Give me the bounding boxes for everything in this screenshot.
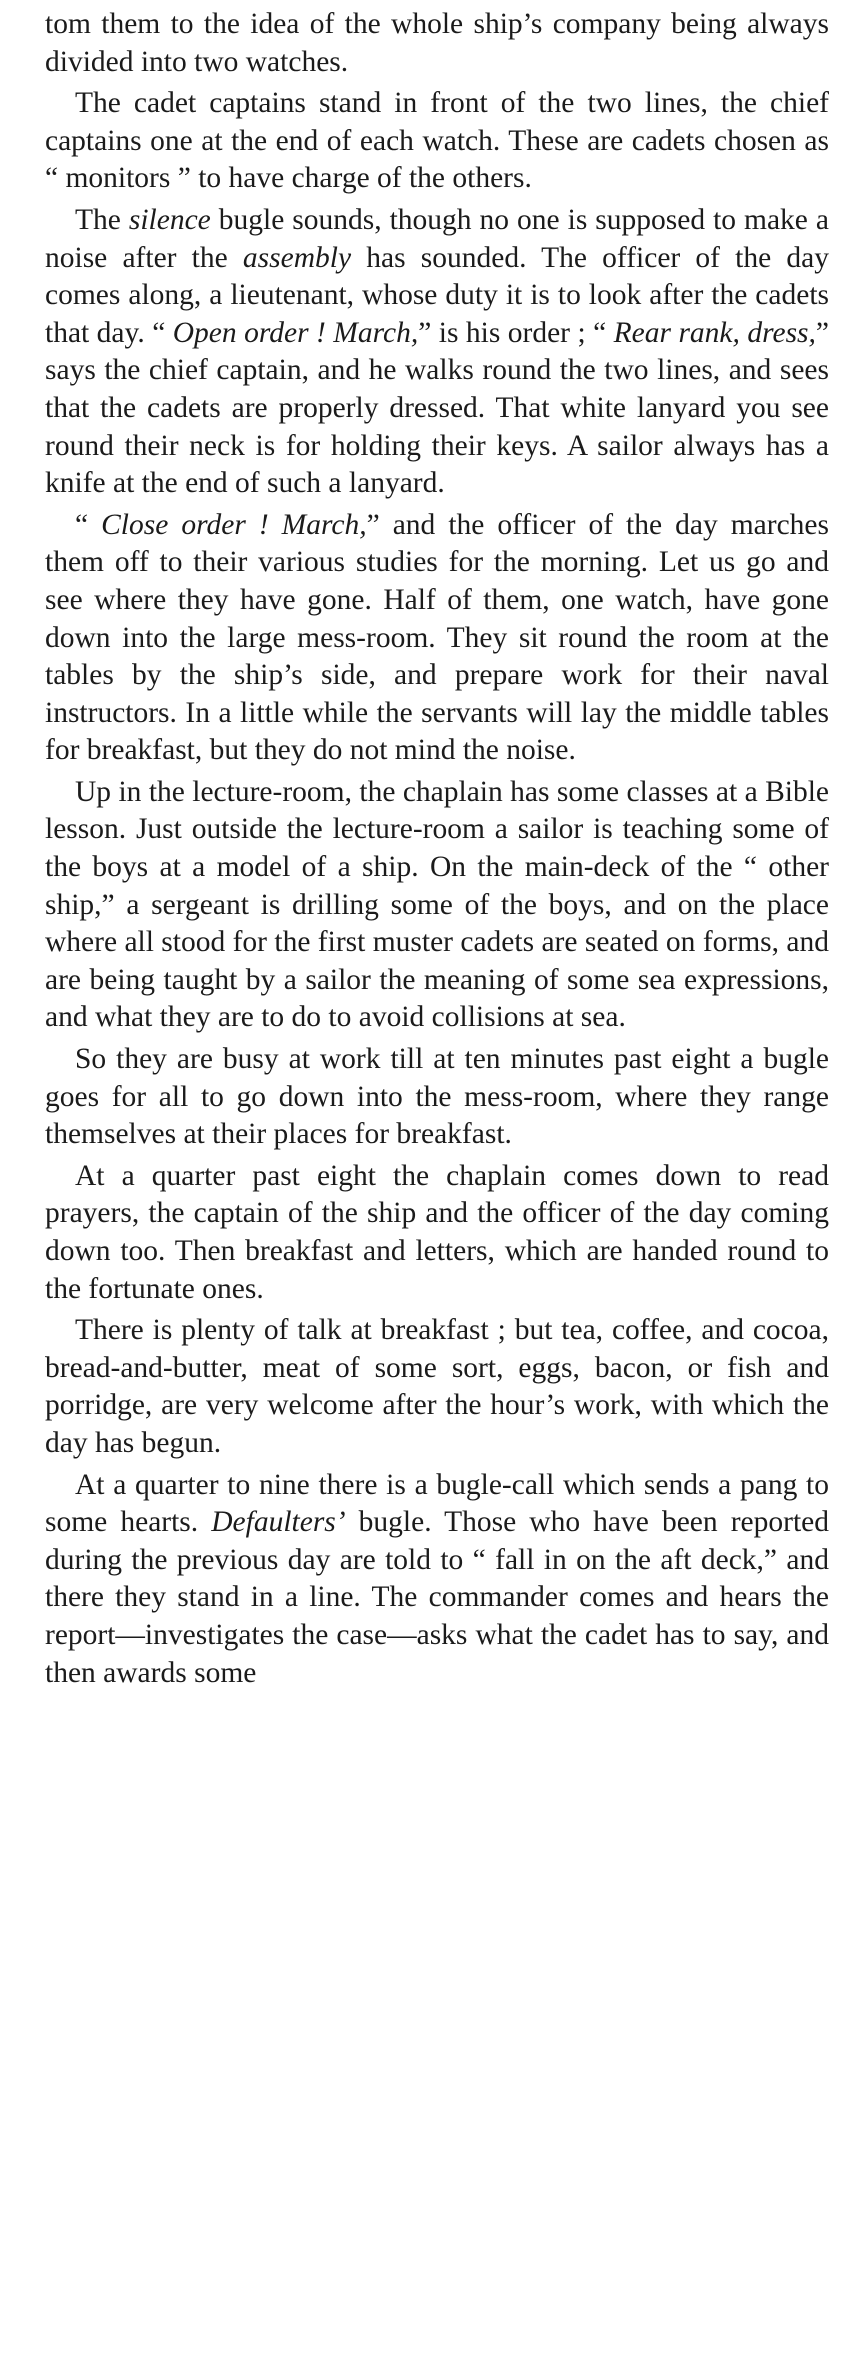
- italic-text-segment: silence: [128, 203, 211, 236]
- text-segment: has sounded. The officer of the day comes along, a lieutenant, whose duty it is to look after the cadets that day. “: [45, 241, 829, 349]
- text-segment: bugle sounds, though no one is supposed to make a noise after the: [45, 203, 829, 274]
- text-segment: There is plenty of talk at breakfast ; but tea, coffee, and cocoa, bread-and-butter, meat of some sort, eggs, bacon, or fish and porridge, are very welcome after the hour’s work, with which the day has begun.: [45, 1314, 829, 1459]
- book-page: [45, 6, 829, 1692]
- italic-text-segment: Rear rank, dress,: [613, 316, 816, 349]
- paragraph-8: [45, 1312, 829, 1462]
- italic-text-segment: Open order ! March,: [172, 316, 419, 349]
- text-segment: Up in the lecture-room, the chaplain has some classes at a Bible lesson. Just outside the lecture-room a sailor is teaching some of the boys at a model of a ship. On the main-deck of the “ other ship,” a sergeant is drilling some of the boys, and on the place where all stood for the first muster cadets are seated on forms, and are being taught by a sailor the meaning of some sea expressions, and what they are to do to avoid collisions at sea.: [45, 775, 829, 1034]
- paragraph-7: [45, 1158, 829, 1308]
- paragraph-1: [45, 6, 829, 81]
- paragraph-5: [45, 774, 829, 1037]
- text-segment: So they are busy at work till at ten minutes past eight a bugle goes for all to go down into the mess-room, where they range themselves at their places for breakfast.: [45, 1043, 829, 1151]
- paragraph-9: [45, 1467, 829, 1693]
- text-segment: The cadet captains stand in front of the two lines, the chief captains one at the end of each watch. These are cadets chosen as “ monitors ” to have charge of the others.: [45, 87, 829, 195]
- text-segment: ” says the chief captain, and he walks round the two lines, and sees that the cadets are properly dressed. That white lanyard you see round their neck is for holding their keys. A sailor always has a knife at the end of such a lanyard.: [45, 316, 830, 500]
- text-segment: bugle. Those who have been reported during the previous day are told to “ fall in on the aft deck,” and there they stand in a line. The commander comes and hears the report—investigates the case—asks what the cadet has to say, and then awards some: [45, 1506, 829, 1689]
- text-segment: At a quarter to nine there is a bugle-call which sends a pang to some hearts.: [45, 1468, 829, 1539]
- text-segment: “: [75, 508, 102, 541]
- text-segment: At a quarter past eight the chaplain comes down to read prayers, the captain of the ship and the officer of the day coming down too. Then breakfast and letters, which are handed round to the fortunate ones.: [45, 1159, 829, 1305]
- text-segment: ” is his order ; “: [418, 316, 614, 349]
- paragraph-6: [45, 1041, 829, 1154]
- paragraph-2: [45, 85, 829, 198]
- italic-text-segment: Defaulters’: [211, 1506, 346, 1539]
- text-segment: ” and the officer of the day marches them off to their various studies for the morning. Let us go and see where they have gone. Half of them, one watch, have gone down into the large mess-room. They sit round the room at the tables by the ship’s side, and prepare work for their naval instructors. In a little while the servants will lay the middle tables for breakfast, but they do not mind the noise.: [45, 508, 829, 767]
- text-segment: The: [75, 203, 129, 236]
- text-segment: tom them to the idea of the whole ship’s company being always divided into two watches.: [45, 8, 829, 78]
- paragraph-4: [45, 507, 829, 770]
- italic-text-segment: assembly: [242, 241, 352, 274]
- paragraph-3: [45, 202, 829, 503]
- italic-text-segment: Close order ! March,: [101, 508, 367, 541]
